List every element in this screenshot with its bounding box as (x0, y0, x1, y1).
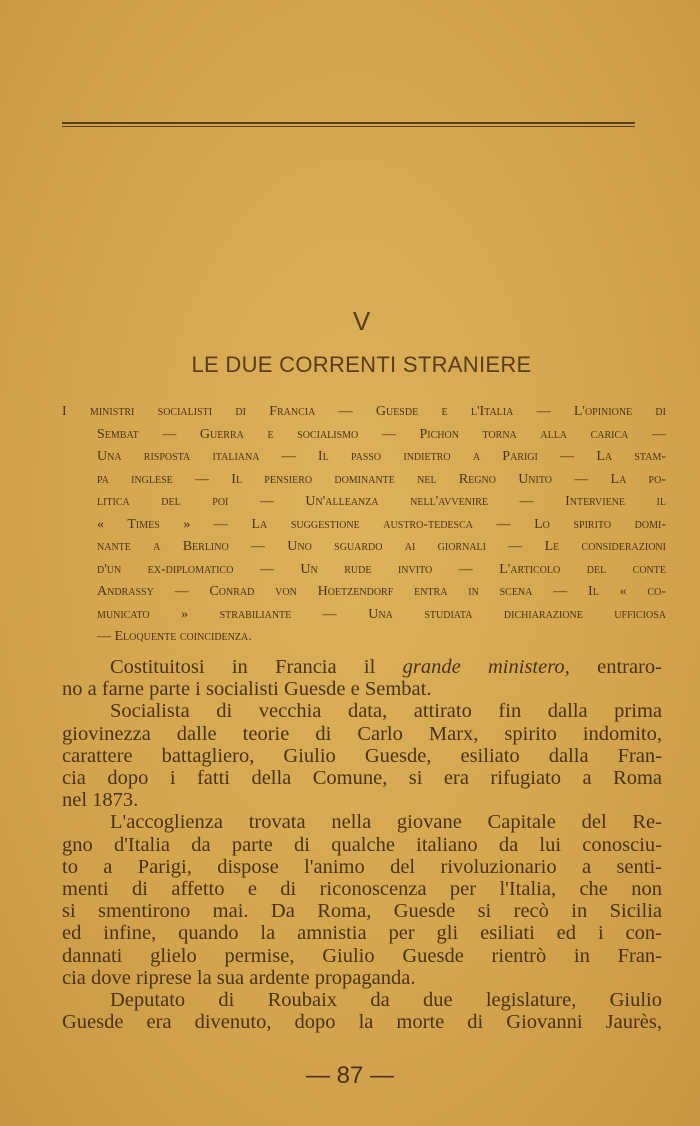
body-line: ed infine, quando la amnistia per gli esiliati ed i con- (62, 922, 662, 945)
summary-line: litica del poi — Un'alleanza nell'avvenire — Interviene il (97, 494, 666, 509)
summary-line: municato » strabiliante — Una studiata dichiarazione ufficiosa (97, 606, 666, 622)
body-text (62, 656, 662, 1033)
body-line: L'accoglienza trovata nella giovane Capitale del Re- (110, 811, 662, 834)
summary-line: — Eloquente coincidenza. (97, 629, 252, 644)
summary-line: « Times » — La suggestione austro-tedesca — Lo spirito domi- (97, 516, 666, 532)
body-line: giovinezza dalle teorie di Carlo Marx, spirito indomito, (62, 722, 662, 745)
body-line: no a farne parte i socialisti Guesde e Sembat. (62, 678, 432, 701)
body-line: dannati glielo permise, Giulio Guesde rientrò in Fran- (62, 944, 662, 967)
summary-line: pa inglese — Il pensiero dominante nel Regno Unito — La po- (97, 471, 666, 487)
body-line: si smentirono mai. Da Roma, Guesde si recò in Sicilia (62, 900, 662, 923)
body-line: cia dove riprese la sua ardente propaganda. (62, 966, 416, 989)
body-line: carattere battagliero, Giulio Guesde, esiliato dalla Fran- (62, 744, 662, 767)
chapter-number: V (352, 306, 371, 336)
summary-line: Sembat — Guerra e socialismo — Pichon torna alla carica — (97, 426, 666, 442)
body-line: to a Parigi, dispose l'animo del rivoluzionario a senti- (62, 855, 662, 878)
summary-line: Una risposta italiana — Il passo indietro a Parigi — La stam- (97, 449, 666, 464)
body-line: Guesde era divenuto, dopo la morte di Giovanni Jaurès, (62, 1011, 662, 1034)
chapter-title: LE DUE CORRENTI STRANIERE (191, 352, 532, 377)
summary-line: nante a Berlino — Uno sguardo ai giornali — Le considerazioni (97, 539, 666, 554)
body-line: gno d'Italia da parte di qualche italiano da lui conosciu- (62, 833, 662, 856)
chapter-summary (62, 401, 666, 649)
summary-line: I ministri socialisti di Francia — Guesde e l'Italia — L'opinione di (62, 404, 666, 419)
body-line: cia dopo i fatti della Comune, si era rifugiato a Roma (62, 767, 662, 790)
emphasis-grande-ministero: grande ministero (402, 656, 565, 678)
top-rule (62, 122, 635, 127)
body-line: Socialista di vecchia data, attirato fin dalla prima (110, 700, 662, 723)
body-line: nel 1873. (62, 789, 139, 812)
summary-line: Andrassy — Conrad von Hoetzendorf entra in scena — Il « co- (97, 584, 666, 599)
body-line: menti di affetto e di riconoscenza per l'Italia, che non (62, 878, 662, 901)
body-line: Deputato di Roubaix da due legislature, Giulio (110, 989, 662, 1012)
page-number: — 87 — (305, 1062, 395, 1089)
body-line: Costituitosi in Francia il grande ministero, entraro- (110, 656, 662, 678)
summary-line: d'un ex-diplomatico — Un rude invito — L'articolo del conte (97, 561, 666, 577)
